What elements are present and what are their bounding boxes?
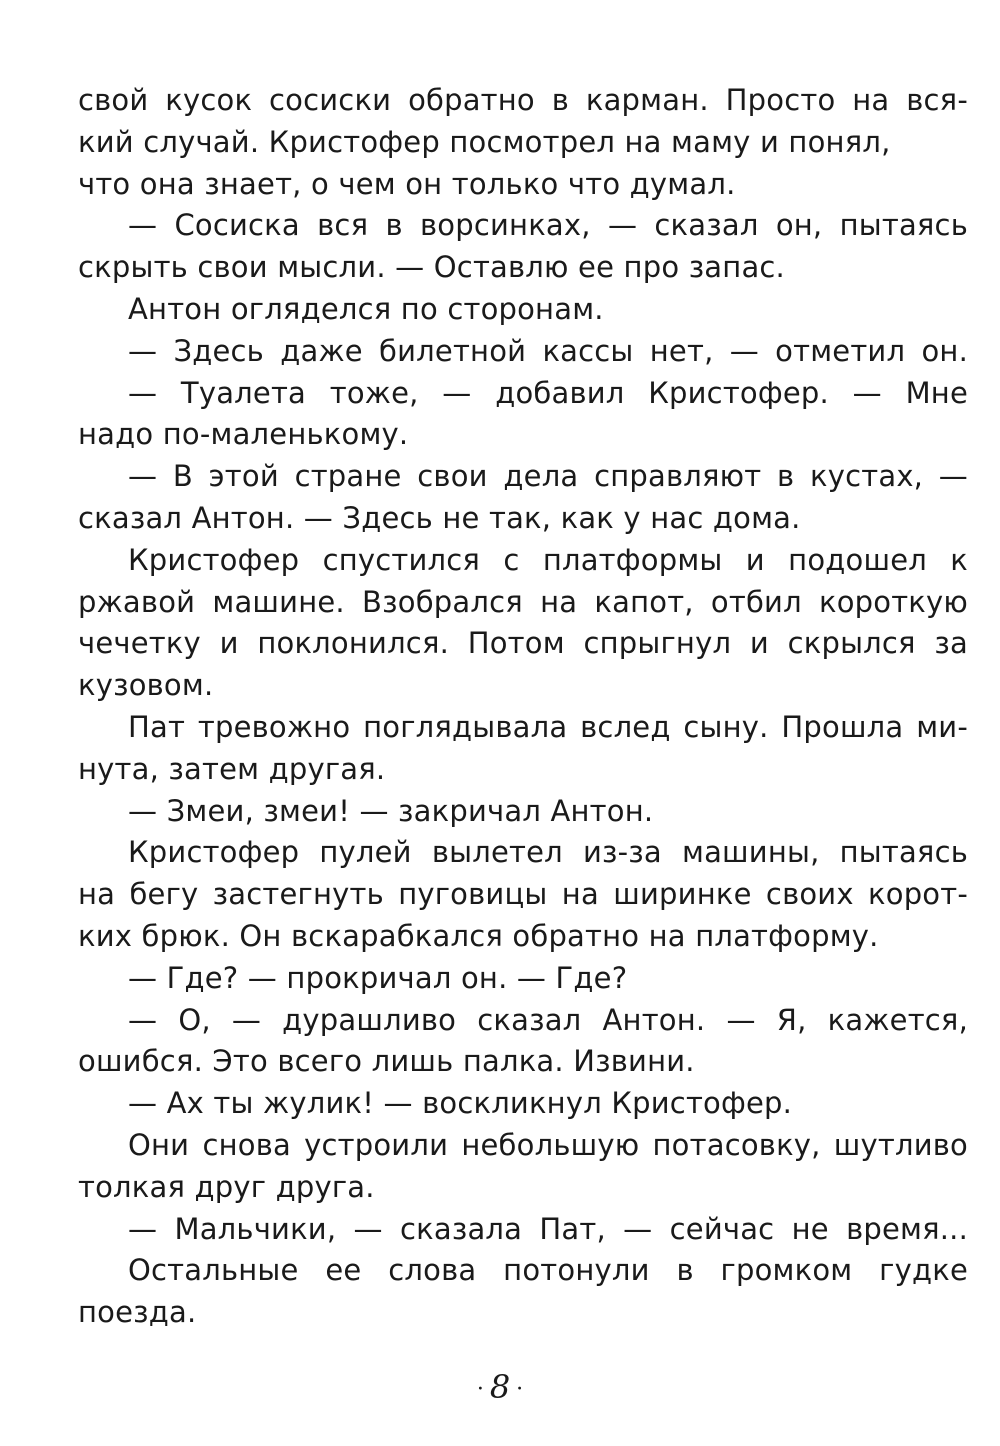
text-line: — Туалета тоже, — добавил Кристофер. — Мне: [128, 375, 968, 410]
text-line: поезда.: [78, 1295, 197, 1330]
text-line: сказал Антон. — Здесь не так, как у нас дома.: [78, 500, 801, 535]
text-line: надо по-маленькому.: [78, 417, 409, 452]
text-line: Кристофер пулей вылетел из-за машины, пытаясь: [128, 835, 968, 870]
dot-ornament-icon: ·: [476, 1377, 484, 1402]
text-line: на бегу застегнуть пуговицы на ширинке своих корот-: [78, 877, 968, 912]
text-line: нута, затем другая.: [78, 751, 386, 786]
text-line: — В этой стране свои дела справляют в кустах, —: [128, 459, 968, 494]
text-line: кий случай. Кристофер посмотрел на маму и понял,: [78, 124, 891, 159]
text-line: Остальные ее слова потонули в громком гудке: [128, 1253, 968, 1288]
text-line: кузовом.: [78, 668, 214, 703]
text-line: скрыть свои мысли. — Оставлю ее про запас.: [78, 250, 785, 285]
text-line: — Здесь даже билетной кассы нет, — отметил он.: [128, 333, 968, 368]
page-number: [0, 1368, 1000, 1406]
text-line: Пат тревожно поглядывала вслед сыну. Прошла ми-: [128, 709, 968, 744]
text-line: — О, — дурашливо сказал Антон. — Я, кажется,: [128, 1002, 968, 1037]
text-line: Кристофер спустился с платформы и подошел к: [128, 542, 968, 577]
text-line: — Мальчики, — сказала Пат, — сейчас не время...: [128, 1211, 968, 1246]
text-line: что она знает, о чем он только что думал.: [78, 166, 736, 201]
text-line: Они снова устроили небольшую потасовку, шутливо: [128, 1127, 968, 1162]
text-line: ких брюк. Он вскарабкался обратно на платформу.: [78, 918, 879, 953]
page-text: [78, 80, 968, 1334]
dot-ornament-icon: ·: [516, 1377, 524, 1402]
text-line: чечетку и поклонился. Потом спрыгнул и скрылся за: [78, 626, 968, 661]
text-line: — Змеи, змеи! — закричал Антон.: [128, 793, 654, 828]
text-line: — Сосиска вся в ворсинках, — сказал он, пытаясь: [128, 208, 968, 243]
text-line: ржавой машине. Взобрался на капот, отбил короткую: [78, 584, 968, 619]
text-line: свой кусок сосиски обратно в карман. Просто на вся-: [78, 83, 968, 117]
page-number-value: 8: [489, 1368, 511, 1406]
text-line: — Ах ты жулик! — воскликнул Кристофер.: [128, 1086, 793, 1121]
text-line: ошибся. Это всего лишь палка. Извини.: [78, 1044, 695, 1079]
text-line: толкая друг друга.: [78, 1169, 375, 1204]
text-line: Антон огляделся по сторонам.: [128, 291, 604, 326]
text-line: — Где? — прокричал он. — Где?: [128, 960, 628, 995]
